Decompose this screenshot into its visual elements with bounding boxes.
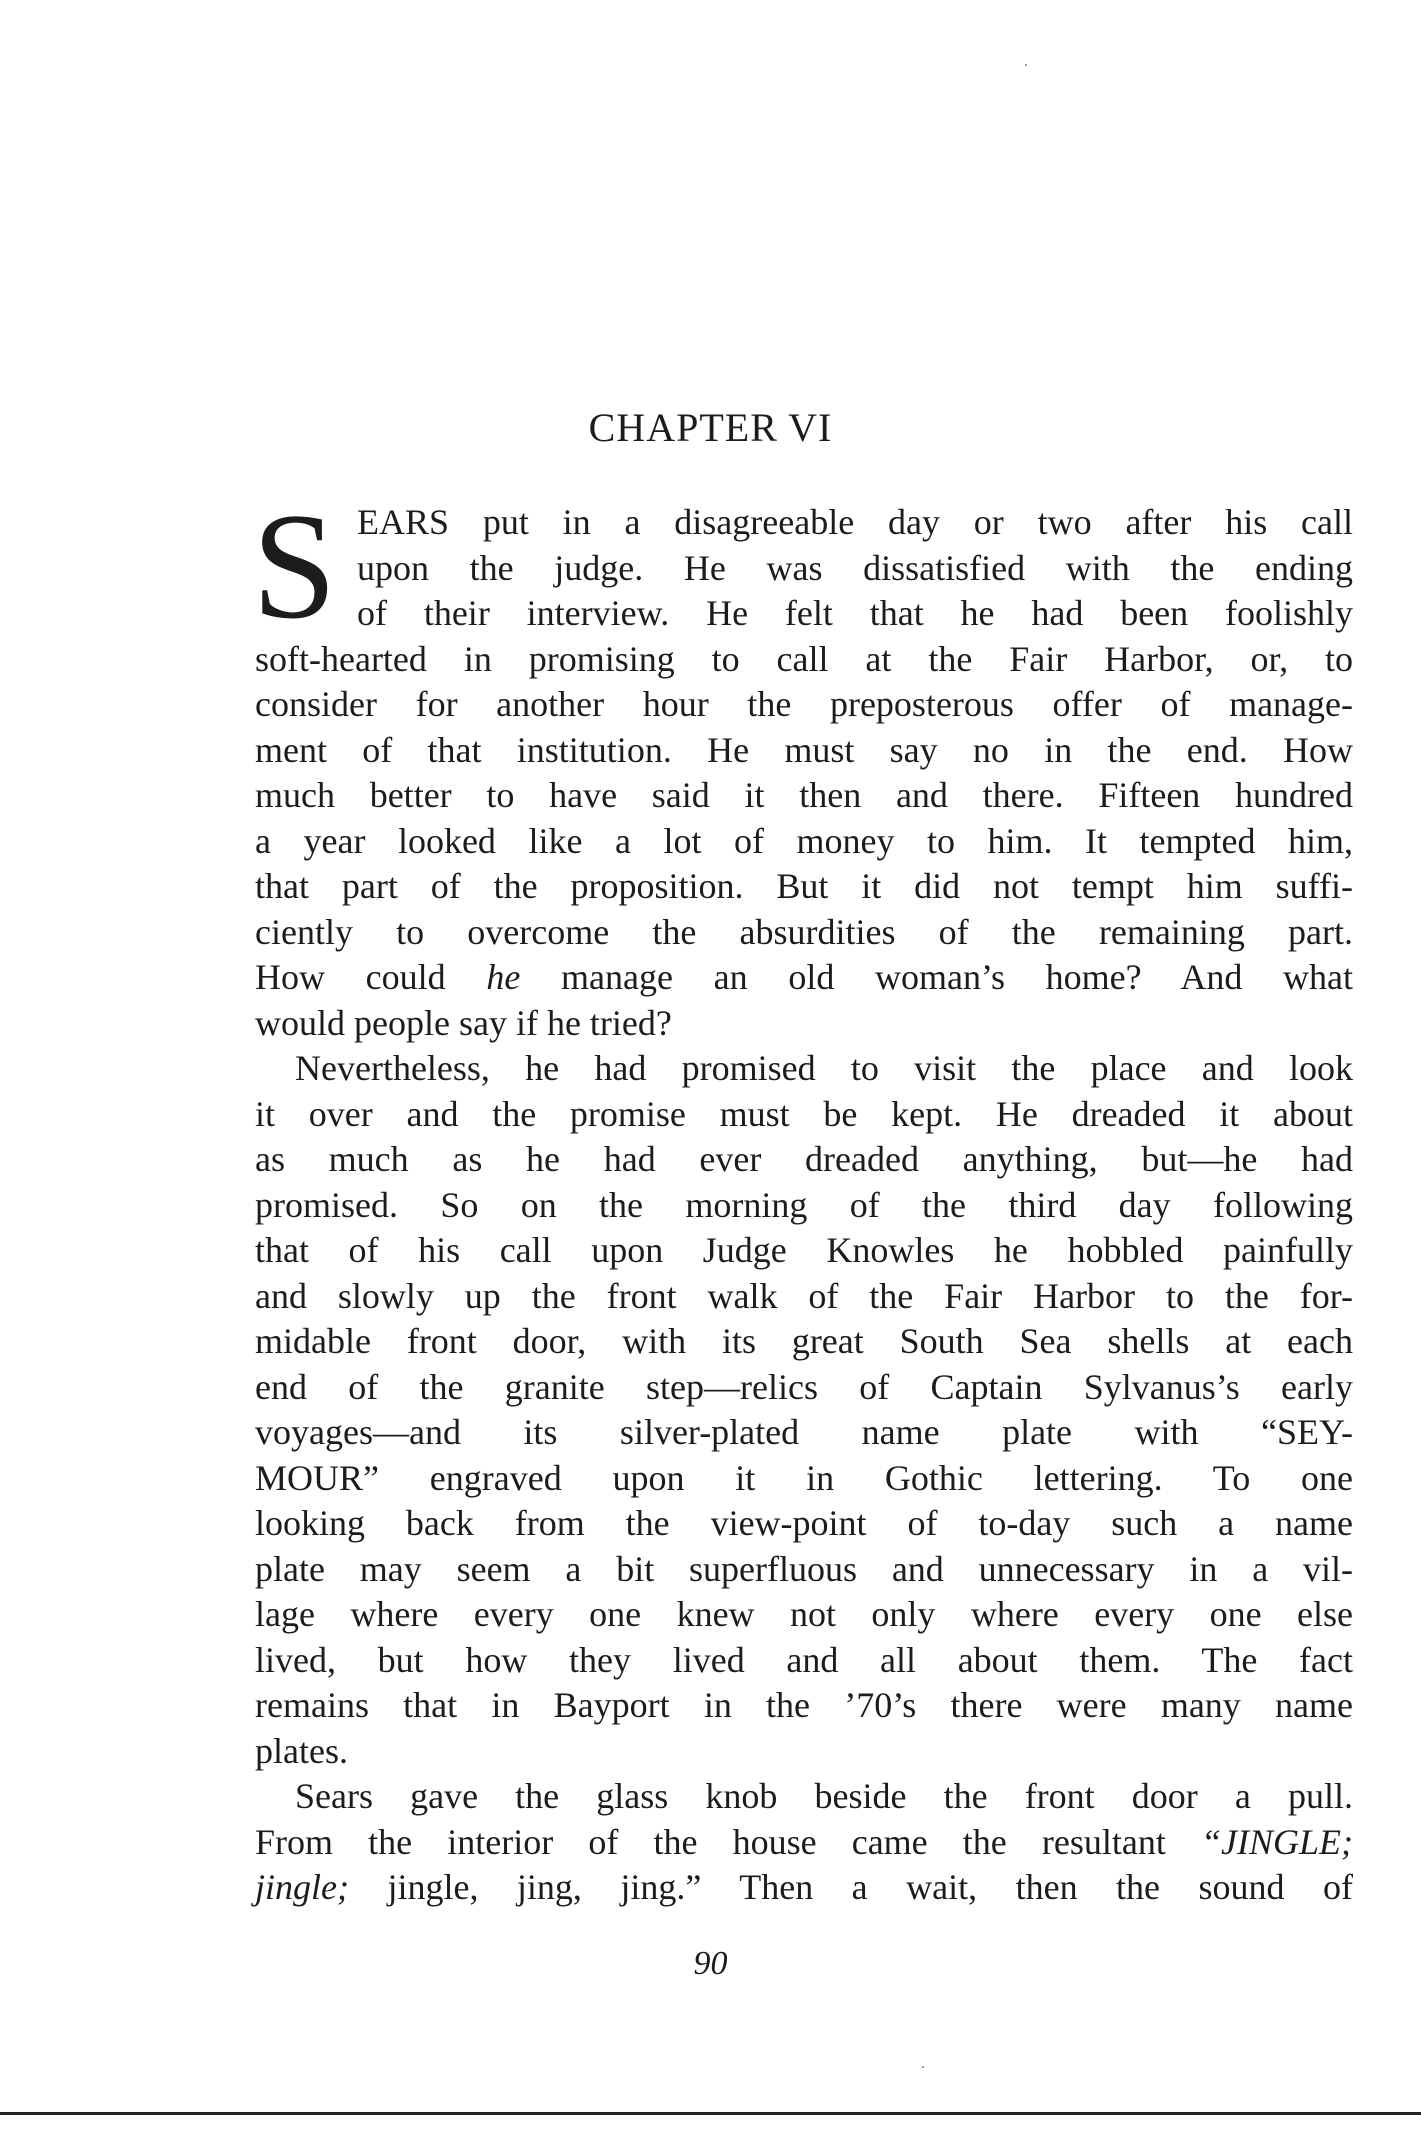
- text-line: would people say if he tried?: [255, 1002, 672, 1043]
- text-line: plates.: [255, 1730, 348, 1771]
- italic-jingle-caps: “JINGLE;: [1201, 1821, 1353, 1862]
- text-line: that part of the proposition. But it did not tempt him suffi-: [255, 866, 1353, 906]
- text-line: remains that in Bayport in the ’70’s there were many name: [255, 1685, 1353, 1725]
- text-line: of their interview. He felt that he had been foolishly: [357, 593, 1353, 633]
- paragraph-3: [255, 1774, 1353, 1911]
- body-text: [252, 482, 1354, 1911]
- text-line: as much as he had ever dreaded anything, but—he had: [255, 1139, 1353, 1179]
- text-line: much better to have said it then and there. Fifteen hundred: [255, 775, 1353, 815]
- text-line: soft-hearted in promising to call at the Fair Harbor, or, to: [255, 638, 1353, 679]
- italic-he: he: [486, 957, 521, 997]
- italic-jingle-lower: jingle;: [255, 1867, 349, 1907]
- page-number: 90: [693, 1945, 728, 1982]
- paragraph-2: [255, 1046, 1353, 1774]
- scan-speck: [1025, 64, 1027, 66]
- text-line: lage where every one knew not only where every one else: [255, 1594, 1353, 1634]
- text-line: plate may seem a bit superfluous and unnecessary in a vil-: [255, 1548, 1353, 1589]
- text-line: consider for another hour the preposterous offer of manage-: [255, 684, 1353, 724]
- bottom-rule: [0, 2112, 1421, 2115]
- text-fragment: From the interior of the house came the resultant: [255, 1821, 1201, 1862]
- text-line: Sears gave the glass knob beside the front door a pull.: [295, 1776, 1353, 1816]
- text-line: promised. So on the morning of the third day following: [255, 1184, 1353, 1225]
- text-line: ciently to overcome the absurdities of the remaining part.: [255, 911, 1353, 952]
- drop-cap: S: [252, 482, 337, 650]
- text-line: looking back from the view-point of to-day such a name: [255, 1503, 1353, 1543]
- text-line: midable front door, with its great South Sea shells at each: [255, 1321, 1353, 1361]
- scan-speck: [922, 2066, 924, 2068]
- text-fragment: How could: [255, 957, 487, 997]
- text-line: end of the granite step—relics of Captain Sylvanus’s early: [255, 1366, 1353, 1407]
- text-line: upon the judge. He was dissatisfied with the ending: [357, 547, 1353, 588]
- text-line: MOUR” engraved upon it in Gothic lettering. To one: [255, 1457, 1353, 1498]
- text-fragment: jingle, jing, jing.” Then a wait, then the sound of: [348, 1867, 1353, 1907]
- text-line-with-italic: [255, 1865, 1353, 1911]
- text-line: voyages—and its silver-plated name plate with “SEY-: [255, 1412, 1353, 1452]
- paragraph-1: [252, 482, 1354, 1046]
- text-line-with-italic: [255, 955, 1353, 1001]
- text-line: a year looked like a lot of money to him. It tempted him,: [255, 820, 1353, 861]
- text-line: that of his call upon Judge Knowles he hobbled painfully: [255, 1230, 1353, 1270]
- text-line: lived, but how they lived and all about them. The fact: [255, 1639, 1353, 1680]
- text-line: ment of that institution. He must say no in the end. How: [255, 729, 1353, 770]
- text-line-with-italic: [255, 1820, 1353, 1866]
- text-line: it over and the promise must be kept. He dreaded it about: [255, 1093, 1353, 1134]
- chapter-title: CHAPTER VI: [588, 405, 833, 450]
- text-line: and slowly up the front walk of the Fair Harbor to the for-: [255, 1275, 1353, 1316]
- text-fragment: manage an old woman’s home? And what: [520, 957, 1354, 997]
- text-line: EARS put in a disagreeable day or two after his call: [357, 502, 1353, 542]
- text-line: Nevertheless, he had promised to visit the place and look: [295, 1048, 1353, 1088]
